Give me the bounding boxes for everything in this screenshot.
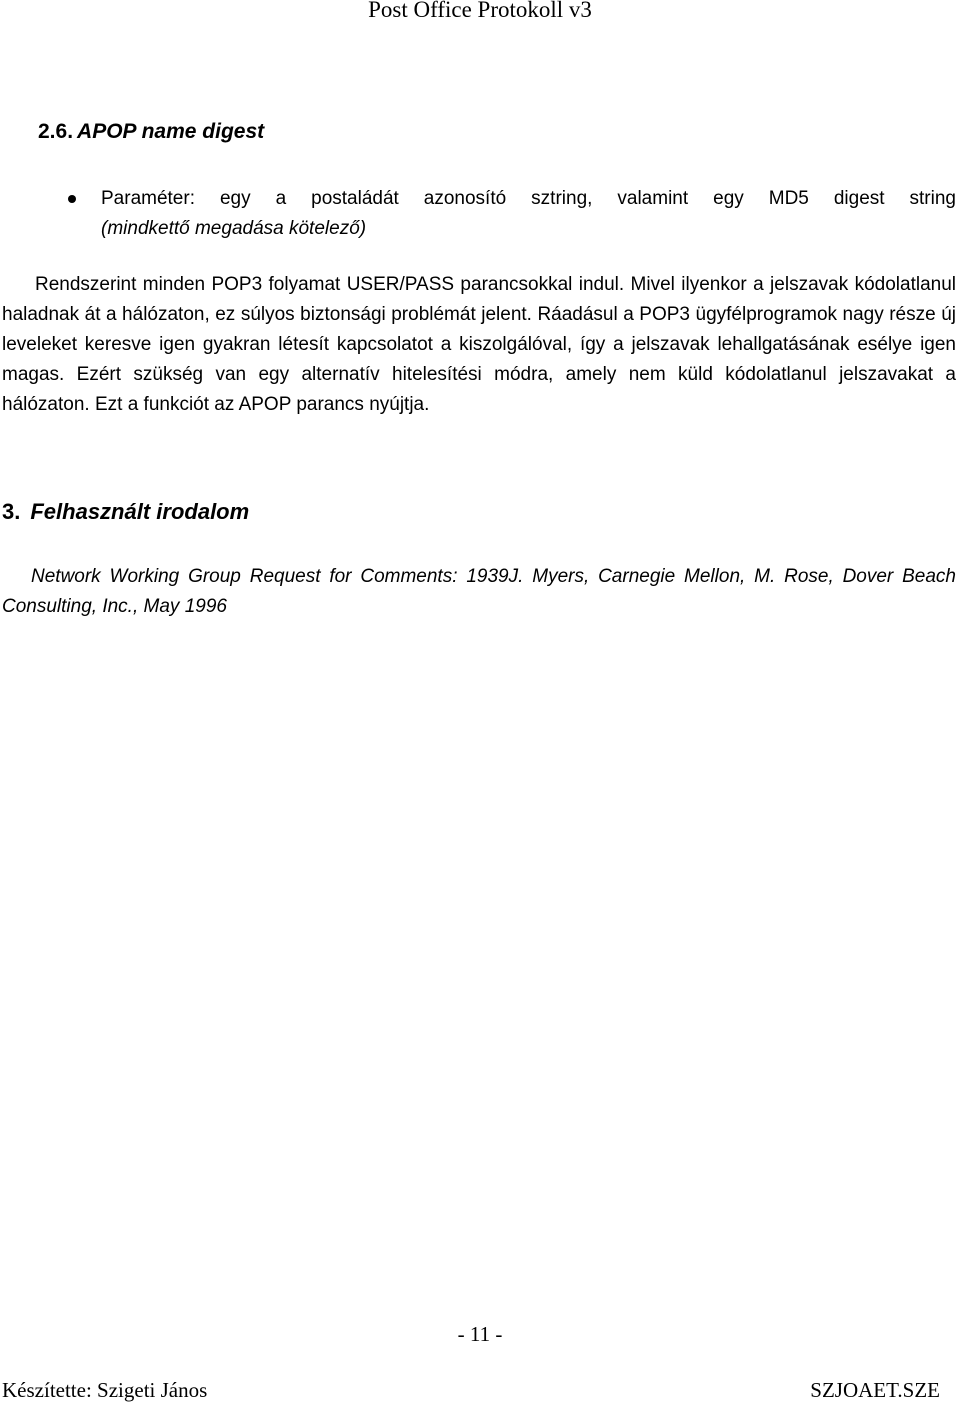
body-paragraph-text: Rendszerint minden POP3 folyamat USER/PASS parancsokkal indul. Mivel ilyenkor a jelszavak kódolatlanul haladnak át a hálózaton, ez súlyos biztonsági problémát jelent. Ráadásul a POP3 ügyfélprogramok nagy része új leveleket keresve igen gyakran létesít kapcsolatot a kiszolgálóval, így a jelszavak lehallgatásának esélye igen magas. Ezért szükség van egy alternatív hitelesítési módra, amely nem küld kódolatlanul jelszavakat a hálózaton. Ezt a funkciót az APOP parancs nyújtja. xyxy=(2,274,956,415)
body-paragraph xyxy=(2,270,956,420)
footer-code: SZJOAET.SZE xyxy=(810,1378,940,1402)
bullet-note: (mindkettő megadása kötelező) xyxy=(101,218,367,239)
running-header: Post Office Protokoll v3 xyxy=(368,0,592,22)
bullet-icon xyxy=(68,195,76,203)
section-number: 2.6. xyxy=(38,120,74,143)
references-heading xyxy=(2,498,249,526)
references-title: Felhasznált irodalom xyxy=(30,499,250,524)
page-number: - 11 - xyxy=(457,1322,503,1346)
bullet-text: Paraméter: egy a postaládát azonosító sztring, valamint egy MD5 digest string xyxy=(101,188,956,209)
bullet-item xyxy=(101,184,956,244)
references-number: 3. xyxy=(2,499,21,524)
section-heading xyxy=(38,118,264,146)
reference-entry xyxy=(2,562,956,622)
section-title: APOP name digest xyxy=(77,120,265,143)
reference-text: Network Working Group Request for Comments: 1939J. Myers, Carnegie Mellon, M. Rose, Dover Beach Consulting, Inc., May 1996 xyxy=(2,566,956,617)
footer-author: Készítette: Szigeti János xyxy=(2,1378,208,1402)
